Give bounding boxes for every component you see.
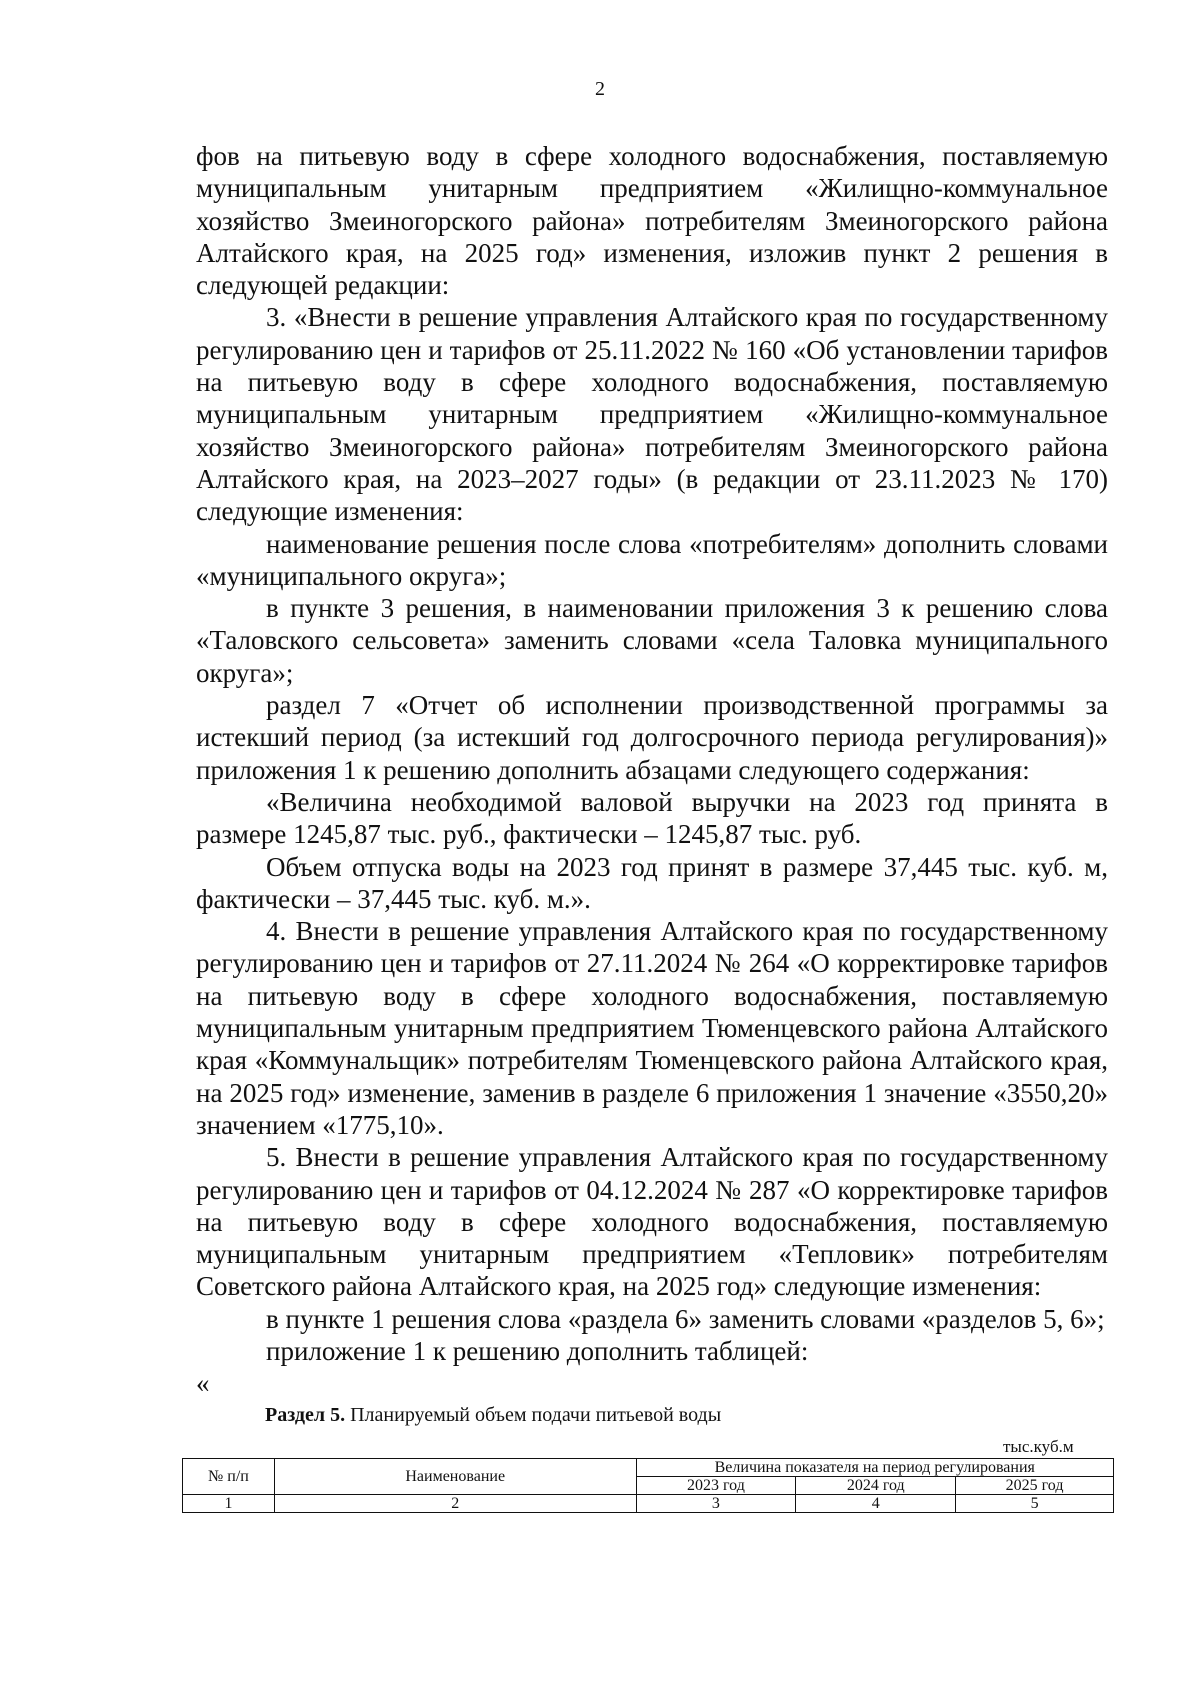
unit-label: тыс.куб.м <box>1003 1437 1074 1456</box>
year-header: 2023 год <box>636 1477 796 1495</box>
paragraph: «Величина необходимой валовой выручки на 2023 год принята в размере 1245,87 тыс. руб., фактически – 1245,87 тыс. руб. <box>196 786 1108 850</box>
table-cell: 4 <box>796 1495 956 1513</box>
section-number: Раздел 5. <box>265 1404 346 1426</box>
col-num-header: № п/п <box>183 1459 275 1495</box>
table-cell: 3 <box>636 1495 796 1513</box>
paragraph: раздел 7 «Отчет об исполнении производственной программы за истекший период (за истекший год долгосрочного периода регулирования)» приложения 1 к решению дополнить абзацами следующего содержания: <box>196 690 1108 785</box>
data-table <box>182 1458 1114 1513</box>
paragraph: в пункте 3 решения, в наименовании приложения 3 к решению слова «Таловского сельсовета» заменить словами «села Таловка муниципального округа»; <box>196 593 1108 688</box>
page-number: 2 <box>595 78 605 100</box>
paragraph: фов на питьевую воду в сфере холодного водоснабжения, поставляемую муниципальным унитарным предприятием «Жилищно-коммунальное хозяйство Змеиногорского района» потребителям Змеиногорского района Алтайского края, на 2025 год» изменения, изложив пункт 2 решения в следующей редакции: <box>196 141 1108 301</box>
paragraph: Объем отпуска воды на 2023 год принят в размере 37,445 тыс. куб. м, фактически – 37,445 тыс. куб. м.». <box>196 851 1108 914</box>
paragraph: 3. «Внести в решение управления Алтайского края по государственному регулированию цен и тарифов от 25.11.2022 № 160 «Об установлении тарифов на питьевую воду в сфере холодного водоснабжения, поставляемую муниципальным унитарным предприятием «Жилищно-коммунальное хозяйство Змеиногорского района» потребителям Змеиногорского района Алтайского края, на 2023–2027 годы» (в редакции от 23.11.2023 № 170) следующие изменения: <box>196 302 1108 527</box>
group-header: Величина показателя на период регулирования <box>636 1459 1113 1477</box>
quote-mark: « <box>196 1368 210 1399</box>
table-cell: 2 <box>274 1495 636 1513</box>
year-header: 2024 год <box>796 1477 956 1495</box>
document-body <box>196 140 1108 1400</box>
col-name-header: Наименование <box>274 1459 636 1495</box>
paragraph: приложение 1 к решению дополнить таблицей: <box>266 1335 809 1366</box>
paragraph: 5. Внести в решение управления Алтайского края по государственному регулированию цен и тарифов от 04.12.2024 № 287 «О корректировке тарифов на питьевую воду в сфере холодного водоснабжения, поставляемую муниципальным унитарным предприятием «Тепловик» потребителям Советского района Алтайского края, на 2025 год» следующие изменения: <box>196 1142 1108 1302</box>
table-row <box>183 1495 1114 1513</box>
paragraph: наименование решения после слова «потребителям» дополнить словами «муниципального округа»; <box>196 528 1108 591</box>
year-header: 2025 год <box>956 1477 1114 1495</box>
section-title <box>265 1404 721 1427</box>
section-title-text: Планируемый объем подачи питьевой воды <box>350 1404 722 1426</box>
table-header-row <box>183 1459 1114 1477</box>
table-cell: 5 <box>956 1495 1114 1513</box>
paragraph: 4. Внести в решение управления Алтайского края по государственному регулированию цен и тарифов от 27.11.2024 № 264 «О корректировке тарифов на питьевую воду в сфере холодного водоснабжения, поставляемую муниципальным унитарным предприятием Тюменцевского района Алтайского края «Коммунальщик» потребителям Тюменцевского района Алтайского края, на 2025 год» изменение, заменив в разделе 6 приложения 1 значение «3550,20» значением «1775,10». <box>196 916 1108 1140</box>
table-cell: 1 <box>183 1495 275 1513</box>
paragraph: в пункте 1 решения слова «раздела 6» заменить словами «разделов 5, 6»; <box>266 1303 1105 1334</box>
